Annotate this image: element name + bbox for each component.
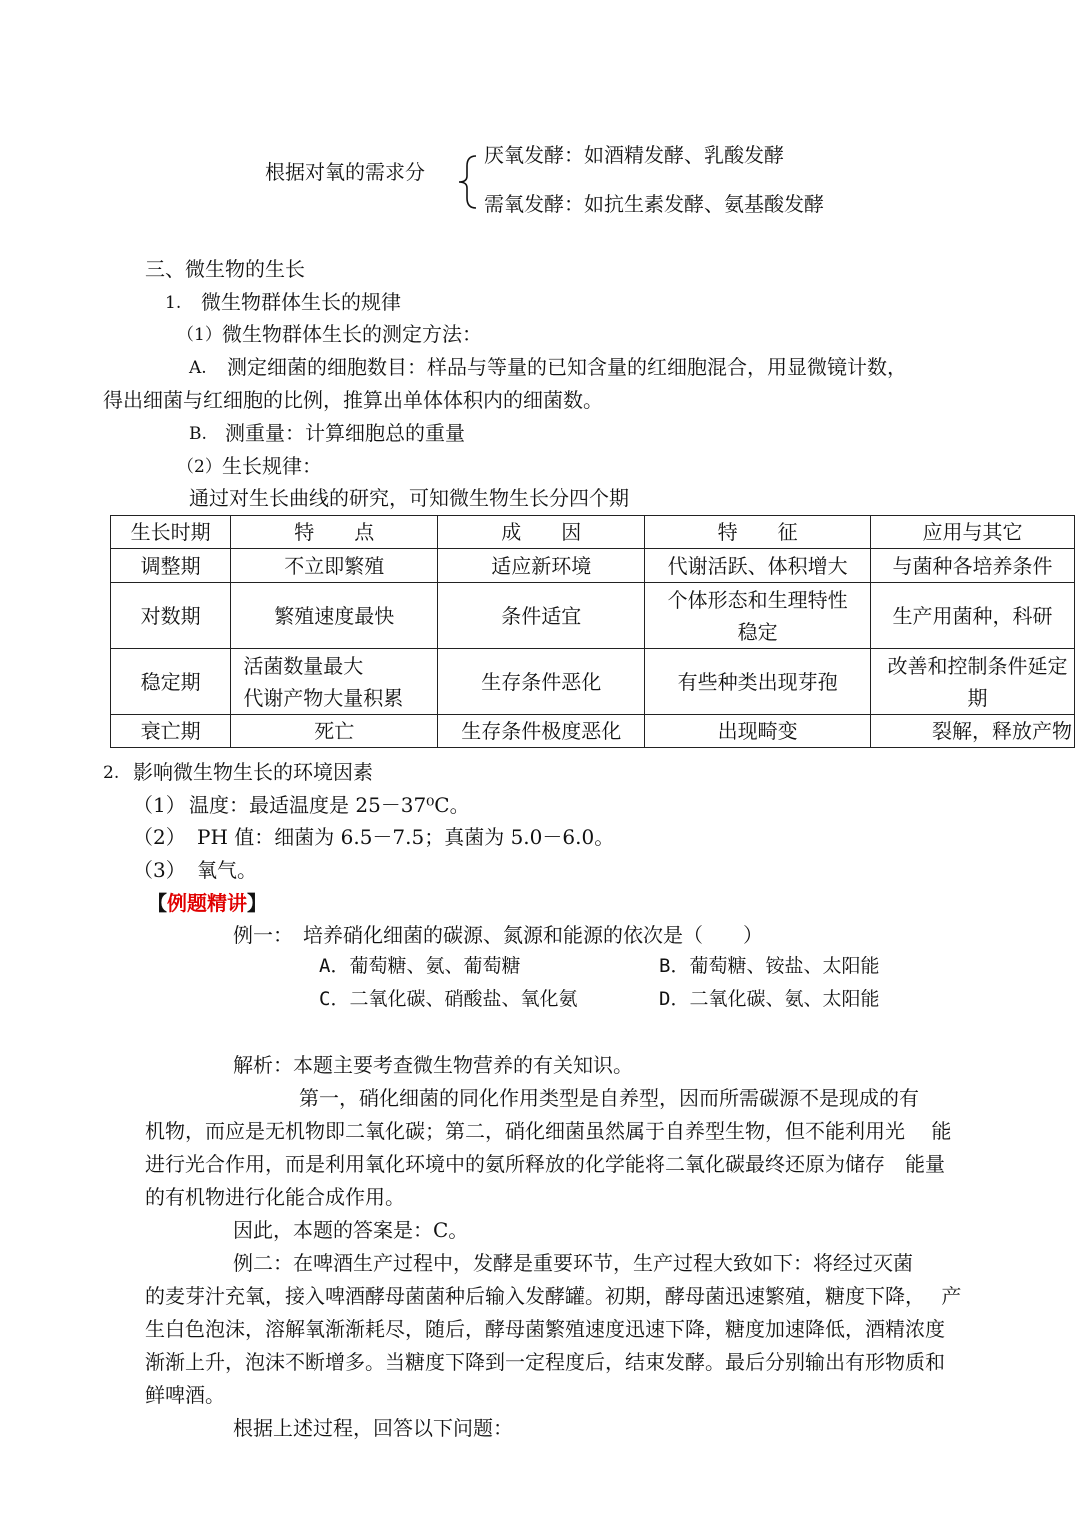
env-item-number: （2） — [133, 825, 186, 849]
table-cell: 稳定期 — [111, 649, 231, 715]
table-cell: 活菌数量最大 代谢产物大量积累 — [231, 649, 438, 715]
example2-line: 例二：在啤酒生产过程中，发酵是重要环节，生产过程大致如下：将经过灭菌 — [233, 1251, 913, 1275]
aerobic-fermentation: 需氧发酵：如抗生素发酵、氨基酸发酵 — [484, 192, 824, 216]
option-d: D．二氧化碳、氨、太阳能 — [659, 988, 880, 1010]
table-header-cell: 生长时期 — [111, 516, 231, 549]
table-cell: 生存条件恶化 — [438, 649, 645, 715]
table-cell: 对数期 — [111, 583, 231, 649]
env-item-oxygen: 氧气。 — [197, 858, 257, 882]
example2-line: 渐渐上升，泡沫不断增多。当糖度下降到一定程度后，结束发酵。最后分别输出有形物质和 — [145, 1350, 945, 1374]
method-a-continued: 得出细菌与红细胞的比例，推算出单体体积内的细菌数。 — [103, 388, 603, 412]
item-number: 1. — [165, 293, 182, 313]
table-row — [111, 649, 1075, 715]
anaerobic-fermentation: 厌氧发酵：如酒精发酵、乳酸发酵 — [484, 143, 784, 167]
section-title-growth: 三、微生物的生长 — [145, 257, 305, 281]
analysis-line: 的有机物进行化能合成作用。 — [145, 1185, 405, 1209]
sub-text: 生长规律： — [222, 454, 322, 478]
option-b: B．葡萄糖、铵盐、太阳能 — [659, 955, 880, 977]
option-a: A．葡萄糖、氨、葡萄糖 — [319, 955, 521, 977]
table-cell: 繁殖速度最快 — [231, 583, 438, 649]
table-header-cell: 特 征 — [645, 516, 871, 549]
table-cell: 与菌种各培养条件 — [871, 549, 1075, 583]
table-row — [111, 583, 1075, 649]
analysis-line: 第一，硝化细菌的同化作用类型是自养型，因而所需碳源不是现成的有 — [299, 1086, 919, 1110]
bracket-open: 【 — [147, 891, 167, 915]
env-item-temperature: 温度：最适温度是 25－37⁰C。 — [189, 793, 470, 817]
env-item-number: （1） — [133, 793, 186, 817]
table-header-row — [111, 516, 1075, 549]
item-text: 微生物群体生长的规律 — [201, 290, 401, 314]
table-cell: 生存条件极度恶化 — [438, 715, 645, 748]
table-row — [111, 715, 1075, 748]
table-cell: 条件适宜 — [438, 583, 645, 649]
table-header-cell: 应用与其它 — [871, 516, 1075, 549]
analysis-line: 机物，而应是无机物即二氧化碳；第二，硝化细菌虽然属于自养型生物，但不能利用光 能 — [145, 1119, 952, 1143]
table-cell: 裂解，释放产物 — [871, 715, 1075, 748]
example2-line: 的麦芽汁充氧，接入啤酒酵母菌菌种后输入发酵罐。初期，酵母菌迅速繁殖，糖度下降， 产 — [145, 1284, 962, 1308]
example2-line: 鲜啤酒。 — [145, 1383, 225, 1407]
option-letter: A. — [189, 358, 207, 378]
analysis-line: 进行光合作用，而是利用氧化环境中的氨所释放的化学能将二氧化碳最终还原为储存 能量 — [145, 1152, 945, 1176]
table-cell: 改善和控制条件延定期 — [871, 649, 1075, 715]
growth-phase-table — [110, 515, 1075, 748]
table-cell: 不立即繁殖 — [231, 549, 438, 583]
curly-brace-icon — [454, 154, 484, 210]
table-cell: 有些种类出现芽孢 — [645, 649, 871, 715]
table-cell: 个体形态和生理特性稳定 — [645, 583, 871, 649]
table-cell: 死亡 — [231, 715, 438, 748]
analysis-line: 解析：本题主要考查微生物营养的有关知识。 — [233, 1053, 633, 1077]
examples-heading — [147, 893, 267, 913]
sub-text: 微生物群体生长的测定方法： — [222, 322, 482, 346]
example2-prompt: 根据上述过程，回答以下问题： — [233, 1416, 513, 1440]
method-a-text: 测定细菌的细胞数目：样品与等量的已知含量的红细胞混合，用显微镜计数， — [227, 355, 907, 379]
table-cell: 调整期 — [111, 549, 231, 583]
sub-number: （2） — [177, 457, 222, 477]
table-row — [111, 549, 1075, 583]
env-item-ph: PH 值：细菌为 6.5－7.5；真菌为 5.0－6.0。 — [197, 825, 615, 849]
sub-number: （1） — [177, 325, 222, 345]
option-letter: B. — [189, 424, 207, 444]
example2-line: 生白色泡沫，溶解氧渐渐耗尽，随后，酵母菌繁殖速度迅速下降，糖度加速降低，酒精浓度 — [145, 1317, 945, 1341]
table-cell: 代谢活跃、体积增大 — [645, 549, 871, 583]
option-c: C．二氧化碳、硝酸盐、氧化氨 — [319, 988, 578, 1010]
growth-intro: 通过对生长曲线的研究，可知微生物生长分四个期 — [189, 486, 629, 510]
table-cell: 适应新环境 — [438, 549, 645, 583]
example1-question: 例一： 培养硝化细菌的碳源、氮源和能源的依次是（ ） — [233, 923, 763, 947]
table-header-cell: 特 点 — [231, 516, 438, 549]
bracket-close: 】 — [247, 891, 267, 915]
item-number: 2. — [103, 763, 120, 783]
table-cell: 生产用菌种，科研 — [871, 583, 1075, 649]
examples-heading-text: 例题精讲 — [167, 891, 247, 915]
table-header-cell: 成 因 — [438, 516, 645, 549]
table-cell: 衰亡期 — [111, 715, 231, 748]
env-factors-title: 影响微生物生长的环境因素 — [133, 760, 373, 784]
table-cell: 出现畸变 — [645, 715, 871, 748]
method-b-text: 测重量：计算细胞总的重量 — [225, 421, 465, 445]
env-item-number: （3） — [133, 858, 186, 882]
oxygen-classification-label: 根据对氧的需求分 — [265, 160, 425, 184]
analysis-answer: 因此，本题的答案是：C。 — [233, 1218, 469, 1242]
